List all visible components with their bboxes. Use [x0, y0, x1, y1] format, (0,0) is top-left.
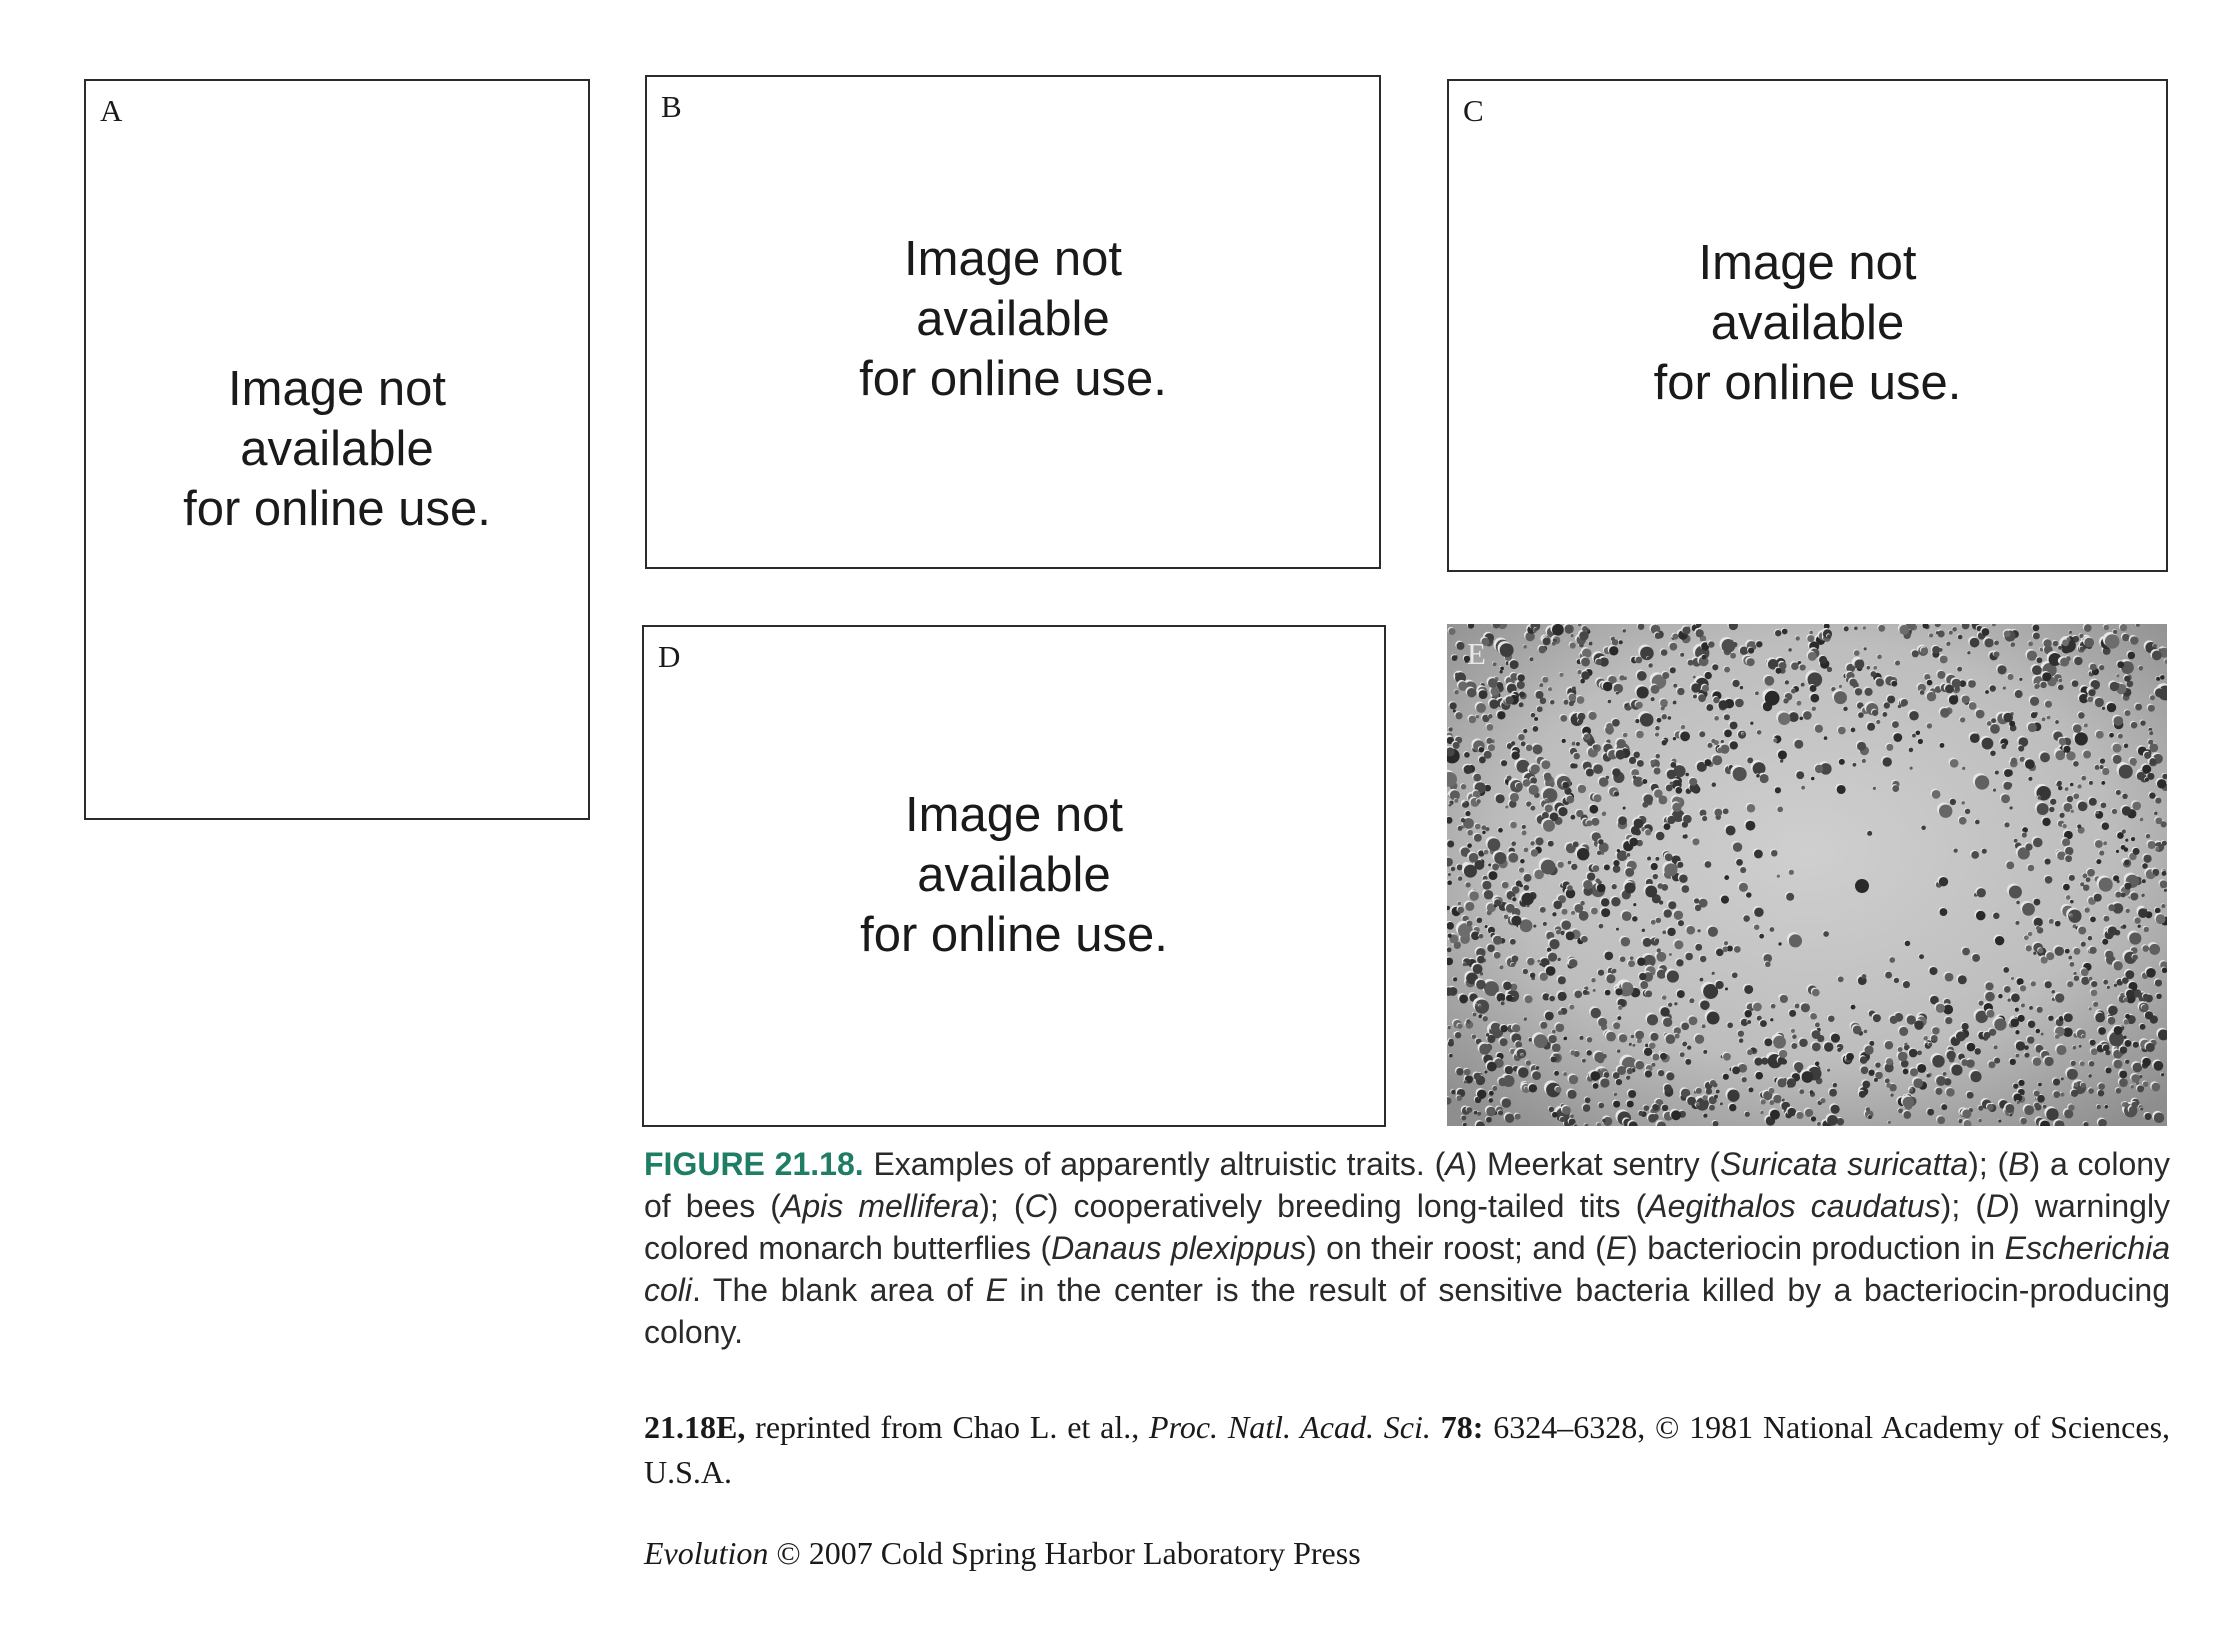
bacteria-colonies-photo	[1447, 624, 2167, 1126]
figure-panel-a	[84, 79, 590, 820]
unavailable-notice: Image not available for online use.	[859, 232, 1167, 406]
figure-panel-e	[1447, 624, 2167, 1126]
image-credit: 21.18E, reprinted from Chao L. et al., Proc. Natl. Acad. Sci. 78: 6324–6328, © 1981 National Academy of Sciences, U.S.A.	[644, 1409, 2171, 1490]
figure-panel-c	[1447, 79, 2168, 572]
panel-label-e: E	[1467, 636, 1486, 671]
unavailable-notice: Image not available for online use.	[860, 788, 1168, 962]
panel-label-b: B	[661, 89, 682, 124]
unavailable-notice: Image not available for online use.	[1653, 236, 1962, 410]
panel-label-d: D	[658, 639, 681, 674]
figure-panel-d	[642, 625, 1386, 1127]
figure-number: FIGURE 21.18.	[644, 1146, 864, 1182]
figure-caption: FIGURE 21.18. Examples of apparently altruistic traits. (A) Meerkat sentry (Suricata suricatta); (B) a colony of bees (Apis mellifera); (C) cooperatively breeding long-tailed tits (Aegithalos caudatus); (D) warningly colored monarch butterflies (Danaus plexippus) on their roost; and (E) bacteriocin production in Escherichia coli. The blank area of E in the center is the result of sensitive bacteria killed by a bacteriocin-producing colony.	[644, 1146, 2171, 1350]
copyright-line: Evolution © 2007 Cold Spring Harbor Laboratory Press	[644, 1535, 1361, 1571]
figure-panel-b	[645, 75, 1381, 569]
unavailable-notice: Image not available for online use.	[183, 362, 491, 536]
panel-label-c: C	[1463, 93, 1484, 128]
panel-label-a: A	[100, 93, 123, 128]
